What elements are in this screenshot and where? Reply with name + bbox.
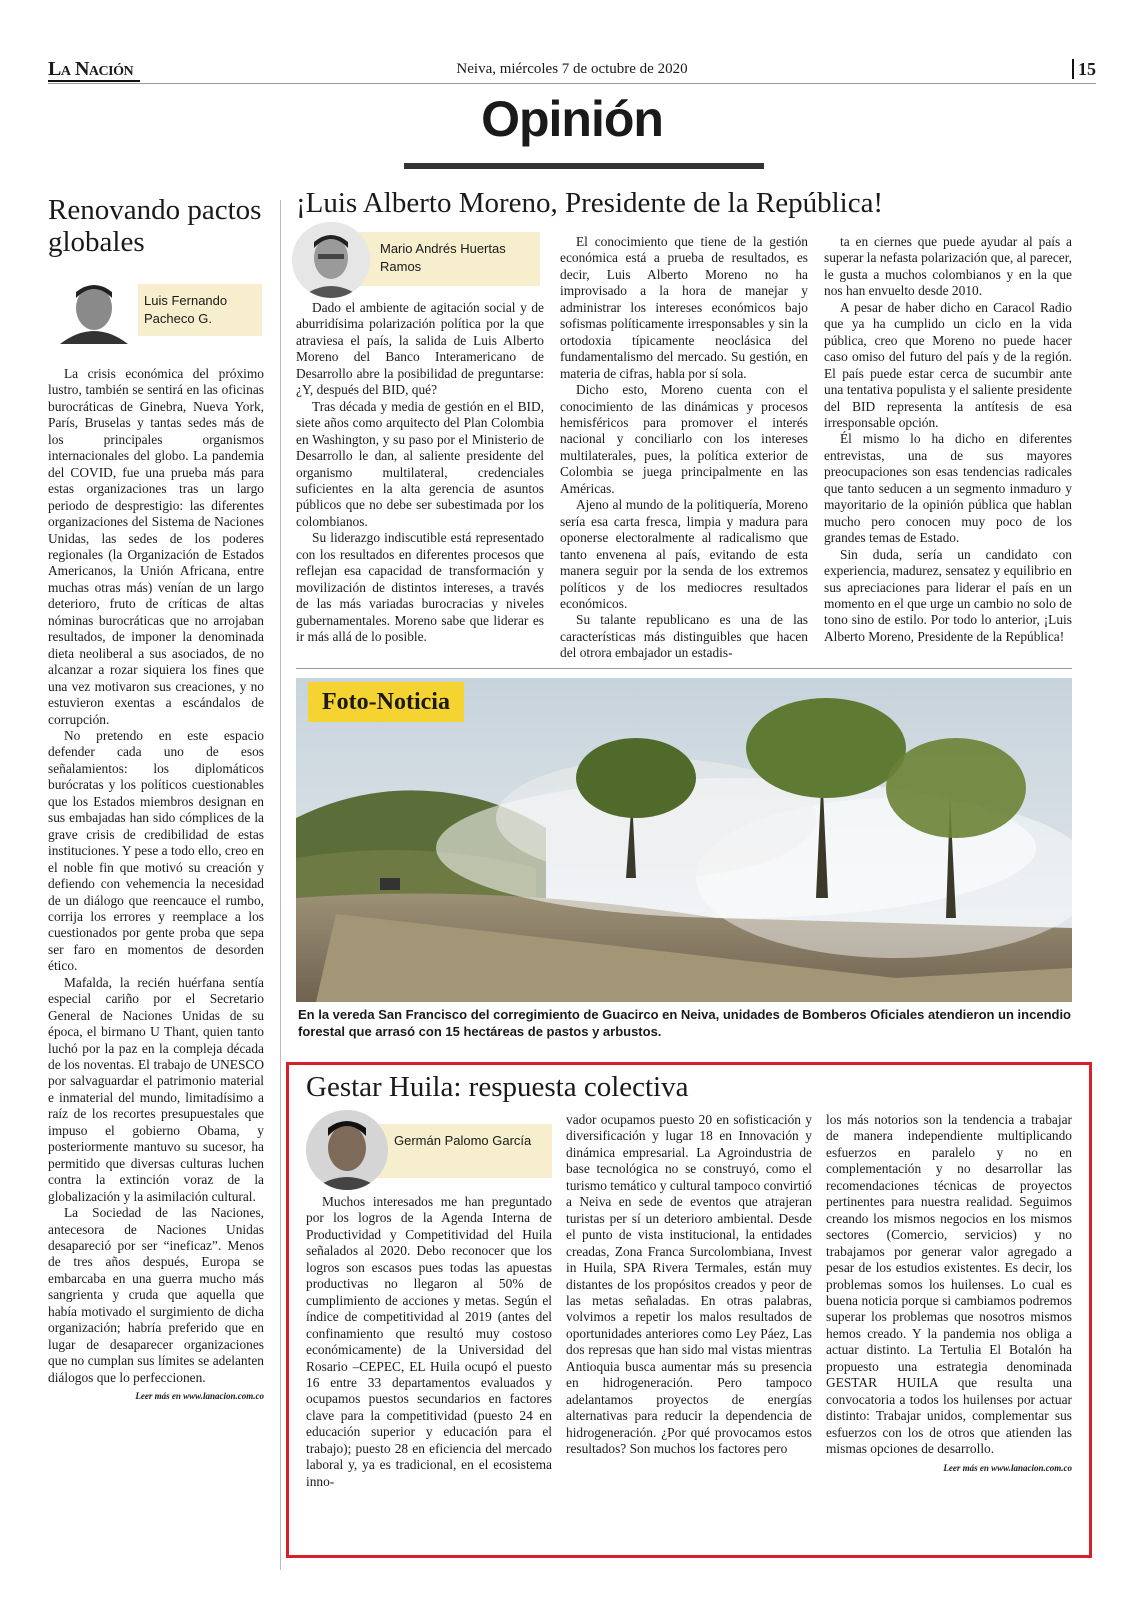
paragraph: vador ocupamos puesto 20 en sofisticación y diversificación y lugar 18 en Innovación y dinámica empresarial. La Agroindustria de base tecnológica no se construyó, como el turismo temático y cultural tampoco convirtió a Neiva en sede de eventos que atrajeran turistas per sí un deterioro ambiental. Desde el punto de vista institucional, la entidades creadas, Zona Franca Surcolombiana, Invest in Huila, SPA Rivera Termales, están muy distantes de los propósitos creados y peor de las metas señaladas. En otras palabras, volvimos a repetir los malos resultados de oportunidades anteriores como Ley Páez, Las dos represas que han sido mal vistas mientras Antioquia busca aumentar más su presencia en hidrogeneración. Pero tampoco adelantamos proyectos de energías alternativas para reducir la dependencia de hidrogeneración. ¿Por qué provocamos estos resultados? Son muchos los factores pero — [566, 1112, 812, 1457]
left-author-photo — [50, 278, 138, 344]
bottom-col-3 — [826, 1112, 1072, 1476]
main-author-photo — [292, 222, 370, 298]
main-col-1 — [296, 300, 544, 646]
paragraph: ta en ciernes que puede ayudar al país a superar la nefasta polarización que, al parecer, le gusta a muchos colombianos y en la que nos han envuelto desde 2010. — [824, 234, 1072, 299]
paragraph: Ajeno al mundo de la politiquería, Moreno sería esa carta fresca, limpia y madura para oponerse electoralmente al radicalismo que tanto envenena al país, evitando de esta manera seguir por la senda de los extremos políticos y de los mediocres resultados económicos. — [560, 497, 808, 611]
paragraph: Su talante republicano es una de las características más distinguibles que hacen del otrora embajador un estadis- — [560, 612, 808, 661]
main-col-2 — [560, 234, 808, 662]
section-bar — [404, 163, 764, 169]
paragraph: El conocimiento que tiene de la gestión económica está a prueba de resultados, es decir, Luis Alberto Moreno no ha improvisado a la hora de manejar y administrar los intereses económicos bajo sofismas políticamente irresponsables y sin la ortodoxia típicamente neoclásica del fundamentalismo del mercado. Su gestión, en materia de cifras, habla por sí sola. — [560, 234, 808, 381]
paragraph: Él mismo lo ha dicho en diferentes entrevistas, una de sus mayores preocupaciones son esas tendencias radicales que tanto seducen a un segmento inmaduro y mayoritario de la opinión pública que hablan mucho pero conocen muy poco de los grandes temas de Estado. — [824, 431, 1072, 546]
photo-news-tag: Foto-Noticia — [308, 682, 464, 722]
logo-underline — [48, 80, 140, 82]
paragraph: La Sociedad de las Naciones, antecesora de Naciones Unidas desapareció por ser “ineficaz”. Menos de tres años después, Europa se embarcaba en una guerra mucho más sangrienta y cruda que aquella que había motivado el surgimiento de dicha organización; habría preferido que en lugar de desaparecer organizaciones que no cumplan sus límites se adelanten diálogos que lo perfeccionen. — [48, 1205, 264, 1385]
left-article-body — [48, 366, 264, 1405]
section-title: Opinión — [481, 91, 663, 147]
bottom-col-1 — [306, 1194, 552, 1490]
left-author-name: Luis Fernando Pacheco G. — [144, 293, 228, 326]
paragraph: Su liderazgo indiscutible está representado con los resultados en diferentes procesos que reflejan esa capacidad de transformación y movilización de distintos intereses, a través de las más variadas burocracias y niveles gubernamentales. Moreno sabe que liderar es ir más allá de lo posible. — [296, 530, 544, 645]
bottom-article-title: Gestar Huila: respuesta colectiva — [306, 1071, 689, 1103]
bottom-col-2 — [566, 1112, 812, 1458]
paragraph: No pretendo en este espacio defender cada uno de esos señalamientos: los diplomáticos burócratas y los políticos cuestionables que los Estados miembros designan en sus embajadas han sido cómplices de la grave crisis de credibilidad de estas instituciones. Y pese a todo ello, creo en el noble fin que motivó su creación y defiendo con vehemencia la necesidad de un diálogo que reencauce el rumbo, corrija los errores y reemplace a los cuestionados por gente proba que sepa ser faro en momentos de desorden ético. — [48, 727, 264, 974]
paragraph: Tras década y media de gestión en el BID, siete años como arquitecto del Plan Colombia en Washington, y su paso por el Ministerio de Desarrollo le dan, al saliente presidente del organismo multilateral, credenciales suficientes en la alta gerencia de asuntos públicos que no debe ser subestimada por los colombianos. — [296, 398, 544, 529]
paragraph: Dado el ambiente de agitación social y de aburridísima polarización política por la que atraviesa el país, la salida de Luis Alberto Moreno del Banco Interamericano de Desarrollo abre la posibilidad de preguntarse: ¿Y, después del BID, qué? — [296, 300, 544, 398]
paragraph: Muchos interesados me han preguntado por los logros de la Agenda Interna de Productividad y Competitividad del Huila señalados al 2020. Debo reconocer que los logros son escasos pues todas las apuestas productivas no llegaron al 50% de cumplimiento de acciones y metas. Según el índice de competitividad al 2019 (antes del confinamiento que resultó muy costoso económicamente) de la Universidad del Rosario –CEPEC, EL Huila ocupó el puesto 16 entre 33 departamentos evaluados y ocupamos puestos secundarios en factores clave para la competitividad (puesto 24 en educación superior y educación para el trabajo); puesto 28 en eficiencia del mercado laboral y, ya es tradicional, en el ecosistema inno- — [306, 1194, 552, 1489]
page-number: 15 — [1072, 59, 1096, 79]
column-divider — [280, 200, 281, 1570]
header-rule — [48, 83, 1096, 84]
paragraph: Mafalda, la recién huérfana sentía especial cariño por el Secretario General de Naciones Unidas de su época, el birmano U Thant, quien tanto luchó por la paz en la compleja década de los noventas. El trabajo de UNESCO por salvaguardar el patrimonio material e inmaterial del mundo, limitadísimo a raíz de los recortes presupuestales que impuso el gobierno Obama, y posteriormente mantuvo su sucesor, ha permitido que diversas culturas luchen contra la extinción voraz de la globalización y la asimilación cultural. — [48, 974, 264, 1204]
bottom-author-photo — [306, 1110, 388, 1190]
newspaper-logo: La Nación — [48, 58, 134, 80]
photo-caption: En la vereda San Francisco del corregimiento de Guacirco en Neiva, unidades de Bomberos Oficiales atendieron un incendio forestal que arrasó con 15 hectáreas de pastos y arbustos. — [298, 1007, 1071, 1039]
news-photo — [296, 678, 1072, 1002]
bottom-byline — [306, 1110, 552, 1188]
paragraph: los más notorios son la tendencia a trabajar de manera independiente multiplicando esfuerzos en paralelo y no en complementación y no desarrollar las recomendaciones técnicas de proyectos pertinentes para nuestra realidad. Seguimos creando los mismos negocios en los mismos sectores (Comercio, servicios) y no trabajamos por generar valor agregado a pesar de los estudios existentes. Es decir, los problemas somos los huilenses. Lo cual es buena noticia porque si cambiamos podremos superar los problemas que nosotros mismos hemos creado. Y la pandemia nos obliga a actuar distinto. La Tertulia El Botalón ha propuesto una estrategia denominada GESTAR HUILA que resulta una convocatoria a todos los huilenses por actuar distinto: Trabajar unidos, complementar sus esfuerzos con los de otros que atienden las mismas opciones de desarrollo. — [826, 1112, 1072, 1457]
main-col-3 — [824, 234, 1072, 645]
paragraph: Dicho esto, Moreno cuenta con el conocimiento de las dinámicas y procesos hemisféricos para promover el interés nacional y conciliarlo con los intereses multilaterales, pues, la política exterior de Colombia se juega principalmente en las Américas. — [560, 382, 808, 496]
left-byline — [50, 278, 262, 344]
main-article-title: ¡Luis Alberto Moreno, Presidente de la República! — [296, 187, 884, 219]
main-byline — [292, 222, 542, 298]
paragraph: A pesar de haber dicho en Caracol Radio que ya ha cumplido un ciclo en la vida pública, creo que Moreno no puede hacer caso omiso del futuro del país y de la región. El país puede estar cerca de sucumbir ante una tentativa populista y el saliente presidente del BID representa la antítesis de esa irresponsable opción. — [824, 299, 1072, 430]
article-separator — [296, 668, 1072, 669]
read-more-link[interactable]: Leer más en www.lanacion.com.co — [943, 1462, 1072, 1473]
paragraph: Sin duda, sería un candidato con experiencia, madurez, sensatez y equilibrio en sus apreciaciones para liderar el país en un momento en el que urge un cambio no solo de tono sino de estilo. Por todo lo anterior, ¡Luis Alberto Moreno, Presidente de la República! — [824, 546, 1072, 644]
main-author-name: Mario Andrés Huertas Ramos — [380, 241, 506, 274]
paragraph: La crisis económica del próximo lustro, también se sentirá en las oficinas burocráticas de Ginebra, Nueva York, París, Bruselas y tantas sedes más de los principales organismos internacionales del globo. La pandemia del COVID, fue una prueba más para estas organizaciones tras un largo periodo de desprestigio: las diferentes organizaciones del Sistema de Naciones Unidas, las sedes de los poderes regionales (la Organización de Estados Americanos, la Unión Africana, entre muchas otras más) venían de un largo deterioro, fruto de críticas de altas nóminas burocráticas que no arrojaban resultados, de imponer la denominada dieta neoliberal a sus asociados, de no alcanzar a rozar siquiera los fines que una vez motivaron sus creaciones, y no estuvieron exentas a escándalos de corrupción. — [48, 366, 264, 727]
read-more-link[interactable]: Leer más en www.lanacion.com.co — [135, 1391, 264, 1402]
left-article-title: Renovando pactos globales — [48, 194, 262, 258]
bottom-author-name: Germán Palomo García — [394, 1133, 532, 1148]
issue-date: Neiva, miércoles 7 de octubre de 2020 — [456, 61, 688, 77]
